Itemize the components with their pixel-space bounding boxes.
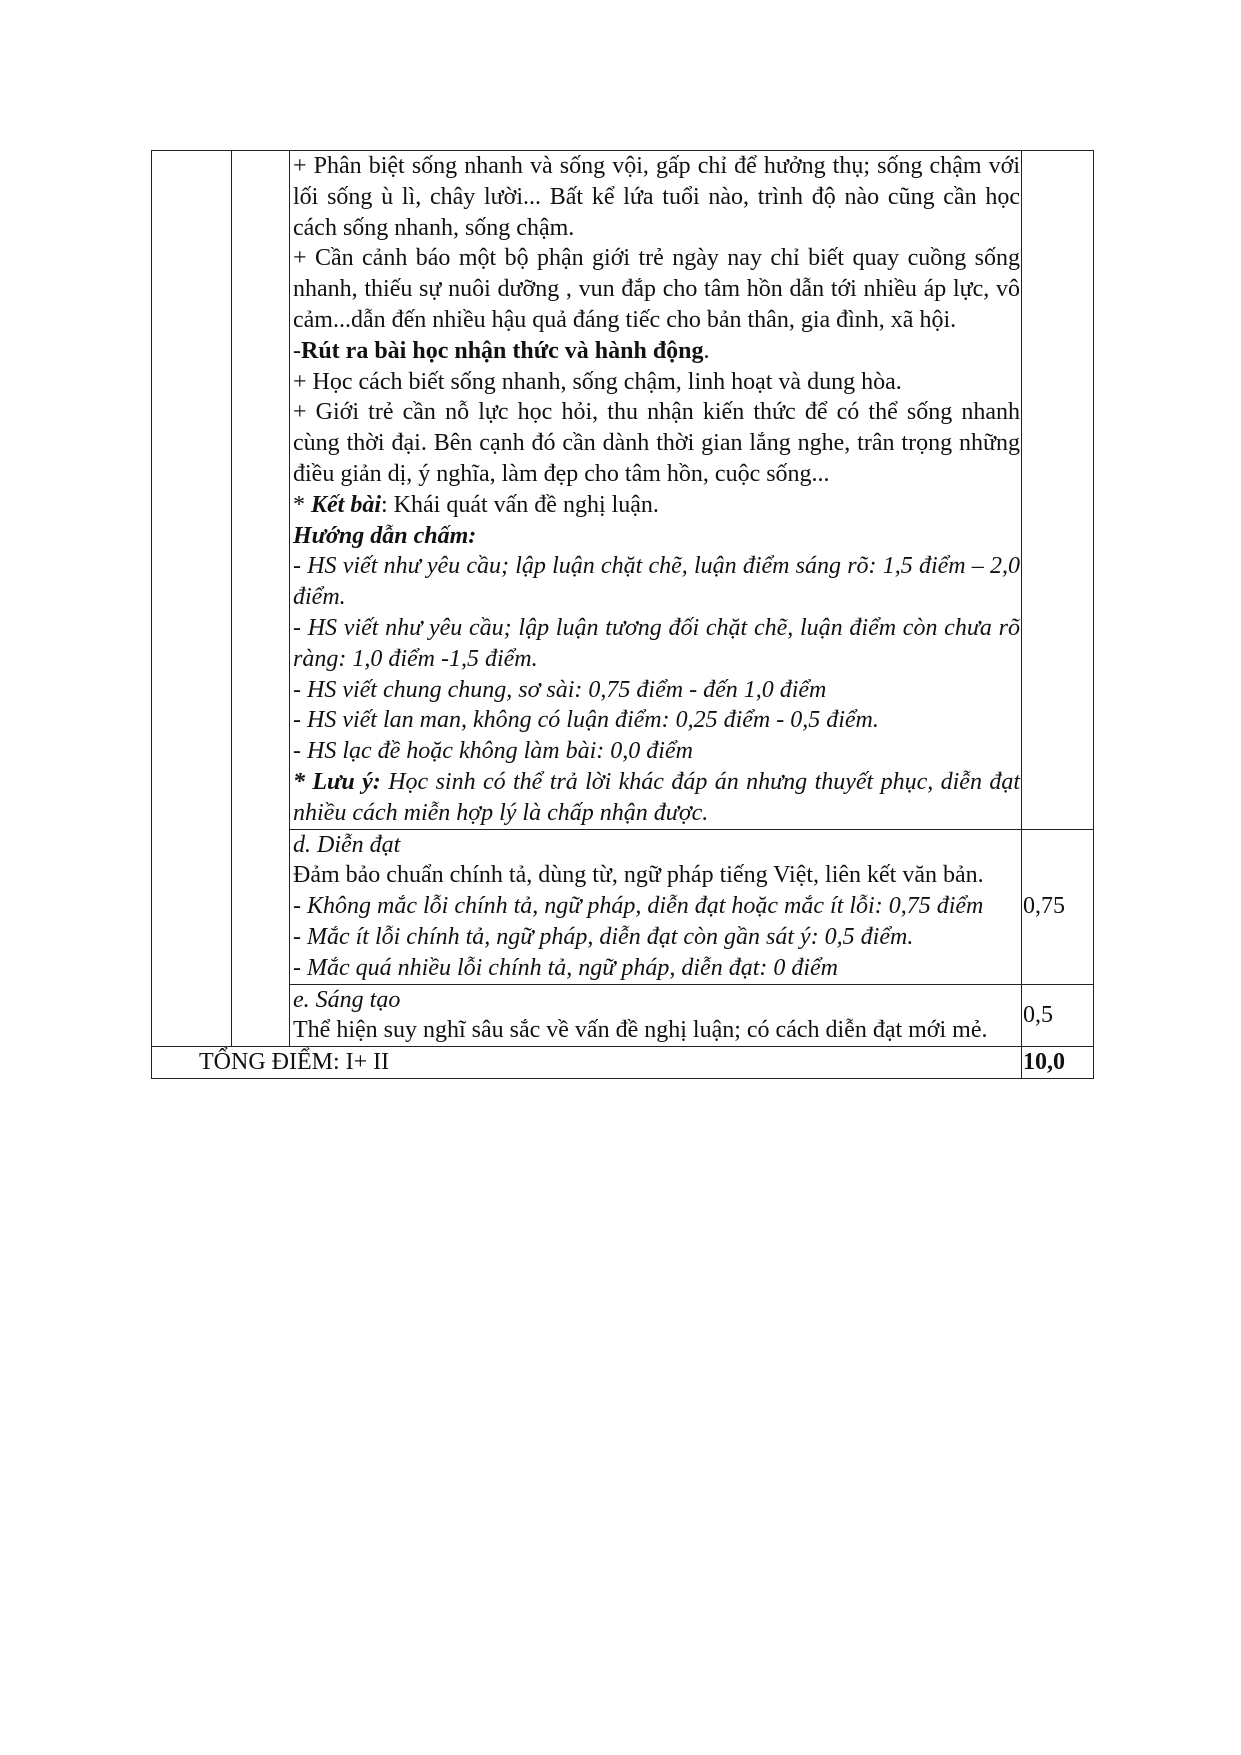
distinction-paragraph: + Phân biệt sống nhanh và sống vội, gấp chỉ để hưởng thụ; sống chậm với lối sống ù lì, chây lười... Bất kể lứa tuổi nào, trình độ nào cũng cần học cách sống nhanh, sống chậm.	[293, 153, 1020, 241]
creativity-heading: e. Sáng tạo	[293, 986, 401, 1013]
expression-score: 0,75	[1022, 829, 1094, 984]
question-cell	[232, 151, 290, 1047]
section-cell	[152, 151, 232, 1047]
content-row	[152, 151, 1094, 830]
lesson-point-2: + Giới trẻ cần nỗ lực học hỏi, thu nhận kiến thức để có thể sống nhanh cùng thời đại. Bên cạnh đó cần dành thời gian lắng nghe, trân trọng những điều giản dị, ý nghĩa, làm đẹp cho tâm hồn, cuộc sống...	[293, 399, 1020, 487]
total-score: 10,0	[1022, 1047, 1094, 1079]
creativity-criteria-cell	[290, 984, 1022, 1047]
grading-item: - HS viết như yêu cầu; lập luận chặt chẽ, luận điểm sáng rõ: 1,5 điểm – 2,0 điểm.	[293, 553, 1020, 611]
total-label: TỔNG ĐIỂM: I+ II	[152, 1047, 1022, 1079]
content-score-cell	[1022, 151, 1094, 830]
grading-rubric-table	[151, 150, 1094, 1079]
expression-item: - Không mắc lỗi chính tả, ngữ pháp, diễn đạt hoặc mắc ít lỗi: 0,75 điểm	[293, 893, 984, 920]
expression-criteria-cell	[290, 829, 1022, 984]
grading-item: - HS viết chung chung, sơ sài: 0,75 điểm - đến 1,0 điểm	[293, 676, 827, 703]
content-criteria-cell	[290, 151, 1022, 830]
total-row	[152, 1047, 1094, 1079]
grading-guide-heading: Hướng dẫn chấm:	[293, 522, 477, 549]
expression-item: - Mắc ít lỗi chính tả, ngữ pháp, diễn đạt còn gần sát ý: 0,5 điểm.	[293, 923, 914, 950]
note-paragraph: * Lưu ý: Học sinh có thể trả lời khác đáp án nhưng thuyết phục, diễn đạt nhiều cách miễn hợp lý là chấp nhận được.	[293, 768, 1021, 826]
warning-paragraph: + Cần cảnh báo một bộ phận giới trẻ ngày nay chỉ biết quay cuồng sống nhanh, thiếu sự nuôi dưỡng , vun đắp cho tâm hồn dẫn tới nhiều áp lực, vô cảm...dẫn đến nhiều hậu quả đáng tiếc cho bản thân, gia đình, xã hội.	[293, 245, 1020, 333]
creativity-score: 0,5	[1022, 984, 1094, 1047]
lesson-point-1: + Học cách biết sống nhanh, sống chậm, linh hoạt và dung hòa.	[293, 368, 902, 395]
expression-intro: Đảm bảo chuẩn chính tả, dùng từ, ngữ pháp tiếng Việt, liên kết văn bản.	[293, 862, 984, 889]
creativity-text: Thể hiện suy nghĩ sâu sắc về vấn đề nghị luận; có cách diễn đạt mới mẻ.	[293, 1017, 988, 1044]
grading-item: - HS lạc đề hoặc không làm bài: 0,0 điểm	[293, 738, 693, 765]
creativity-row	[152, 984, 1094, 1047]
lesson-heading: -Rút ra bài học nhận thức và hành động.	[293, 337, 710, 364]
grading-item: - HS viết lan man, không có luận điểm: 0,25 điểm - 0,5 điểm.	[293, 707, 879, 734]
grading-item: - HS viết như yêu cầu; lập luận tương đối chặt chẽ, luận điểm còn chưa rõ ràng: 1,0 điểm -1,5 điểm.	[293, 614, 1020, 672]
grading-guide-list	[293, 551, 1020, 767]
conclusion-line: * Kết bài: Khái quát vấn đề nghị luận.	[293, 491, 659, 518]
expression-heading: d. Diễn đạt	[293, 831, 401, 858]
expression-item: - Mắc quá nhiều lỗi chính tả, ngữ pháp, diễn đạt: 0 điểm	[293, 954, 839, 981]
expression-row	[152, 829, 1094, 984]
